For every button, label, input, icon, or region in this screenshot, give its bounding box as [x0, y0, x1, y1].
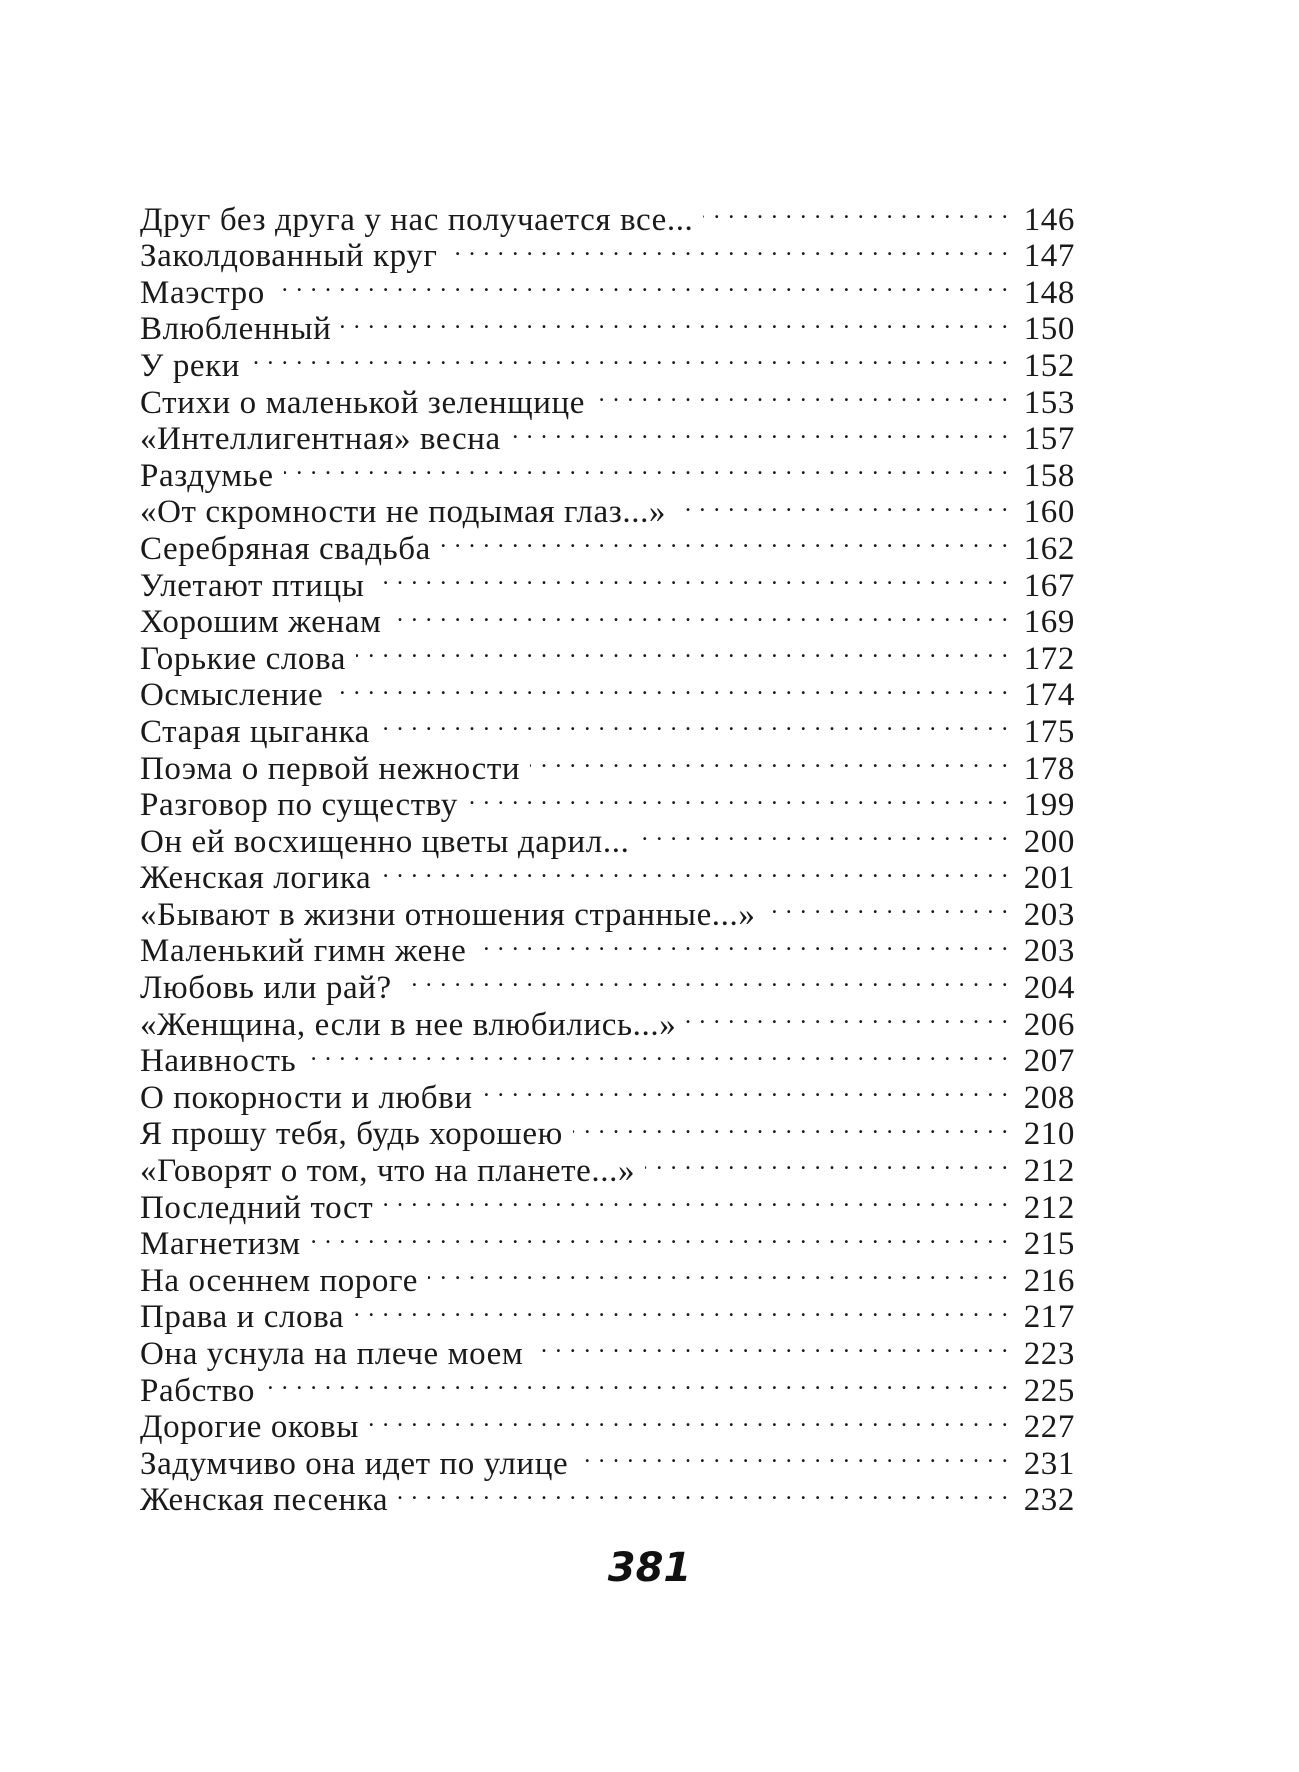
toc-entry-page: 215 [1023, 1226, 1075, 1263]
toc-entry-page: 223 [1023, 1336, 1075, 1372]
toc-leader-dots [380, 705, 1009, 742]
toc-entry-page: 206 [1023, 1006, 1075, 1043]
toc-entry-page: 175 [1023, 713, 1075, 750]
toc-leader-dots [765, 888, 1009, 925]
toc-entry-title: Последний тост [140, 1189, 374, 1226]
toc-leader-dots [468, 779, 1009, 816]
toc-entry-title: Она уснула на плече моем [140, 1336, 524, 1372]
toc-entry-title: Наивность [140, 1043, 297, 1080]
toc-entry-title: Он ей восхищенно цветы дарил... [140, 823, 630, 860]
toc-entry-title: «Говорят о том, что на планете...» [140, 1153, 636, 1190]
toc-entry-page: 200 [1023, 823, 1075, 860]
toc-entry-title: Маленький гимн жене [140, 933, 467, 970]
toc-leader-dots [381, 852, 1009, 889]
toc-entry-title: На осеннем пороге [140, 1262, 418, 1299]
toc-leader-dots [391, 596, 1009, 633]
toc-entry-title: Старая цыганка [140, 713, 370, 750]
toc-leader-dots [306, 1035, 1009, 1072]
toc-leader-dots [369, 1401, 1009, 1438]
toc-leader-dots [428, 1254, 1009, 1291]
toc-entry-page: 201 [1023, 860, 1075, 897]
toc-entry [140, 486, 1075, 531]
toc-entry-title: У реки [140, 347, 241, 384]
toc-leader-dots [573, 1108, 1009, 1145]
toc-entry-title: «От скромности не подымая глаз...» [140, 494, 667, 531]
toc-entry-title: «Бывают в жизни отношения странные...» [140, 896, 756, 933]
toc-entry-title: «Женщина, если в нее влюбились...» [140, 1006, 677, 1043]
toc-leader-dots [578, 1437, 1009, 1474]
toc-leader-dots [275, 266, 1009, 303]
toc-leader-dots [645, 1144, 1009, 1181]
toc-entry-title: «Интеллигентная» весна [140, 421, 501, 458]
toc-entry-page: 203 [1023, 896, 1075, 933]
toc-entry-title: Стихи о маленькой зеленщице [140, 384, 586, 421]
toc-entry-title: Осмысление [140, 677, 324, 714]
toc-leader-dots [284, 449, 1009, 486]
toc-leader-dots [333, 669, 1009, 706]
toc-entry-page: 212 [1023, 1189, 1075, 1226]
page-number: 381 [607, 1545, 692, 1591]
toc-entry-title: Магнетизм [140, 1226, 301, 1263]
toc-entry-page: 146 [1023, 201, 1075, 238]
toc-entry-page: 147 [1023, 238, 1075, 275]
toc-entry-title: Любовь или рай? [140, 970, 392, 1007]
toc-entry-page: 167 [1023, 567, 1075, 604]
toc-entry-title: Дорогие оковы [140, 1409, 360, 1446]
toc-leader-dots [354, 1291, 1009, 1328]
toc-entry-title: Хорошим женам [140, 604, 382, 641]
toc-leader-dots [483, 1071, 1009, 1108]
toc-leader-dots [511, 413, 1009, 450]
toc-entry-page: 148 [1023, 274, 1075, 311]
toc-entry [140, 339, 1075, 384]
toc-entry-page: 207 [1023, 1043, 1075, 1080]
toc-entry-page: 231 [1023, 1445, 1075, 1482]
toc-leader-dots [311, 1218, 1009, 1255]
toc-entry-page: 227 [1023, 1409, 1075, 1446]
toc-leader-dots [250, 339, 1009, 376]
toc-leader-dots [476, 925, 1009, 962]
toc-entry-title: Рабство [140, 1372, 255, 1409]
toc-entry-page: 150 [1023, 311, 1075, 348]
toc-entry [140, 376, 1075, 421]
toc-entry-page: 169 [1023, 604, 1075, 641]
toc-entry-title: Разговор по существу [140, 787, 458, 824]
toc-entry-page: 160 [1023, 494, 1075, 531]
toc-leader-dots [530, 742, 1009, 779]
toc-entry-page: 158 [1023, 457, 1075, 494]
toc-entry-title: Влюбленный [140, 311, 332, 348]
toc-entry [140, 266, 1075, 311]
toc-entry-page: 216 [1023, 1262, 1075, 1299]
toc-entry-page: 232 [1023, 1482, 1075, 1519]
toc-leader-dots [383, 1181, 1009, 1218]
toc-entry [140, 1364, 1075, 1409]
toc-entry-page: 212 [1023, 1153, 1075, 1190]
toc-leader-dots [265, 1364, 1009, 1401]
toc-entry-page: 162 [1023, 530, 1075, 567]
toc-entry-title: Заколдованный круг [140, 238, 438, 275]
toc-entry-title: Серебряная свадьба [140, 530, 431, 567]
toc-entry-page: 203 [1023, 933, 1075, 970]
toc-entry-page: 152 [1023, 347, 1075, 384]
toc-entry-title: Я прошу тебя, будь хорошею [140, 1116, 563, 1153]
toc-entry-title: Горькие слова [140, 640, 347, 677]
toc-entry-page: 199 [1023, 787, 1075, 824]
toc-entry-page: 174 [1023, 677, 1075, 714]
toc-leader-dots [676, 486, 1009, 523]
toc-entry-page: 217 [1023, 1299, 1075, 1336]
toc-entry-title: Поэма о первой нежности [140, 750, 521, 787]
toc-entry-page: 208 [1023, 1079, 1075, 1116]
toc-leader-dots [448, 230, 1010, 267]
toc-leader-dots [441, 522, 1009, 559]
toc-entry-title: Права и слова [140, 1299, 345, 1336]
toc-leader-dots [639, 815, 1009, 852]
toc-leader-dots [686, 998, 1009, 1035]
toc-entry-page: 210 [1023, 1116, 1075, 1153]
toc-entry-title: Друг без друга у нас получается все... [140, 201, 694, 238]
toc-leader-dots [595, 376, 1009, 413]
toc-entry-page: 157 [1023, 421, 1075, 458]
toc-entry [140, 193, 1075, 238]
toc-entry-title: Задумчиво она идет по улице [140, 1445, 569, 1482]
toc-leader-dots [703, 193, 1009, 230]
toc-entry-page: 153 [1023, 384, 1075, 421]
toc-entry-title: Женская песенка [140, 1482, 389, 1519]
toc-entry-title: О покорности и любви [140, 1079, 473, 1116]
toc-entry-title: Женская логика [140, 860, 372, 897]
toc-entry [140, 1401, 1075, 1446]
toc-leader-dots [533, 1327, 1009, 1364]
table-of-contents [140, 193, 1075, 1519]
toc-leader-dots [402, 961, 1009, 998]
toc-entry [140, 303, 1075, 348]
toc-entry-page: 172 [1023, 640, 1075, 677]
toc-entry-page: 204 [1023, 970, 1075, 1007]
toc-leader-dots [375, 559, 1010, 596]
toc-entry-page: 225 [1023, 1372, 1075, 1409]
toc-entry-page: 178 [1023, 750, 1075, 787]
toc-leader-dots [356, 632, 1009, 669]
toc-entry-title: Маэстро [140, 274, 265, 311]
toc-leader-dots [398, 1474, 1009, 1511]
toc-leader-dots [341, 303, 1009, 340]
toc-entry-title: Раздумье [140, 457, 274, 494]
toc-entry-title: Улетают птицы [140, 567, 365, 604]
